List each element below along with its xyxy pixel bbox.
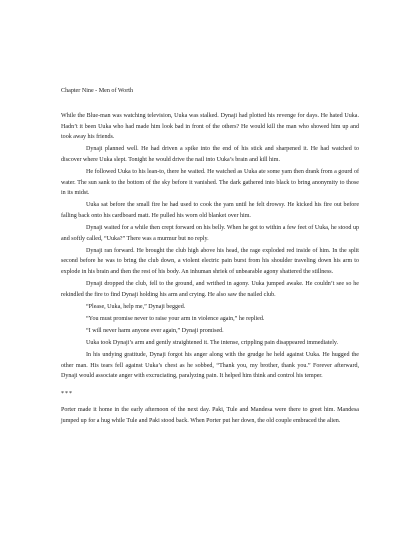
paragraph: Dynaji ran forward. He brought the club high above his head, the rage exploded red inside of him. In the split second before he was to bring the club down, a violent electric pain burst from his shoulder traveling down his arm to explode in his brain and then the rest of his body. An inhuman shriek of unbearable agony shattered the stillness.: [61, 247, 359, 275]
paragraph: “Please, Uuka, help me,” Dynaji begged.: [86, 303, 186, 310]
paragraph: Uuka took Dynaji’s arm and gently straightened it. The intense, crippling pain disappeared immediately.: [86, 339, 339, 346]
paragraph: Dynaji planned well. He had driven a spike into the end of his stick and sharpened it. He had watched to discover where Uuka slept. Tonight he would drive the nail into Uuka’s brain and kill him.: [61, 146, 359, 163]
chapter-title: Chapter Nine - Men of Worth: [61, 88, 133, 94]
paragraph: Uuka sat before the small fire he had used to cook the yam until he felt drowsy. He kicked his fire out before falling back onto his cardboard matt. He pulled his worn old blanket over him.: [61, 202, 359, 219]
paragraph: He followed Uuka to his lean-to, there he waited. He watched as Uuka ate some yam then drank from a gourd of water. The sun sank to the bottom of the sky before it vanished. The dark gathered into black to bring anonymity to those in its midst.: [61, 168, 359, 197]
paragraph: Dynaji waited for a while then crept forward on his belly. When he got to within a few feet of Uuka, he stood up and softly called, “Uuka?” There was a murmur but no reply.: [61, 224, 359, 242]
paragraph: Dynaji dropped the club, fell to the ground, and writhed in agony. Uuka jumped awake. He couldn’t see so he rekindled the fire to find Dynaji holding his arm and crying. He also saw the nailed club.: [61, 280, 359, 298]
paragraph: “You must promise never to raise your arm in violence again,” he replied.: [86, 315, 265, 322]
paragraph: Porter made it home in the early afternoon of the next day. Paki, Tule and Mandesa were there to greet him. Mandesa jumped up for a hug while Tule and Paki stood back. When Porter put her down, the old couple embraced the alien.: [61, 407, 359, 424]
section-separator: ***: [61, 390, 74, 397]
paragraph: In his undying gratitude, Dynaji forgot his anger along with the grudge he held against Uuka. He hugged the other man. His tears fell against Uuka’s chest as he sobbed, “Thank you, my brother, thank you.” Forever afterward, Dynaji would associate anger with excruciating, paralyzing pain. It helped him think and control his temper.: [61, 351, 359, 380]
paragraph: While the Blue-man was watching television, Uuka was stalked. Dynaji had plotted his revenge for days. He hated Uuka. Hadn’t it been Uuka who had made him look bad in front of the others? He would kill the man who showed him up and took away his friends.: [61, 113, 359, 141]
paragraph: “I will never harm anyone ever again,” Dynaji promised.: [86, 327, 224, 334]
chapter-body: [61, 111, 359, 428]
